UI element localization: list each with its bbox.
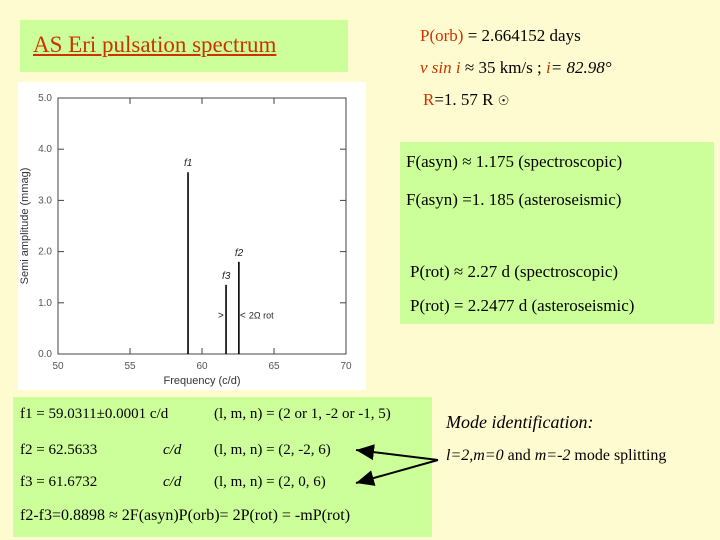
y-tick-label: 5.0 bbox=[38, 93, 52, 104]
y-tick-label: 4.0 bbox=[38, 144, 52, 156]
frequency-relation: f2-f3=0.8898 ≈ 2F(asyn)P(orb)= 2P(rot) = -mP(rot) bbox=[20, 507, 351, 524]
mode-identification-result: l=2,m=0 and m=-2 mode splitting bbox=[446, 447, 667, 464]
sun-symbol: ☉ bbox=[497, 93, 510, 108]
x-tick-label: 55 bbox=[124, 361, 136, 372]
y-tick-label: 0.0 bbox=[38, 349, 52, 360]
arrow-to-f2 bbox=[356, 450, 438, 460]
y-tick-label: 1.0 bbox=[38, 297, 52, 309]
x-tick-label: 50 bbox=[52, 361, 64, 372]
x-axis-label: Frequency (c/d) bbox=[163, 375, 241, 387]
y-tick-label: 3.0 bbox=[38, 195, 52, 207]
f2-modes: (l, m, n) = (2, -2, 6) bbox=[214, 442, 331, 458]
f3-value: f3 = 61.6732 bbox=[20, 474, 98, 490]
radius: R=1. 57 R ☉ bbox=[423, 90, 510, 109]
splitting-bracket-left: > bbox=[218, 310, 224, 322]
orbital-period: P(orb) = 2.664152 days bbox=[420, 26, 581, 45]
f3-modes: (l, m, n) = (2, 0, 6) bbox=[214, 474, 326, 490]
f1-modes: (l, m, n) = (2 or 1, -2 or -1, 5) bbox=[214, 406, 391, 422]
f1-value: f1 = 59.0311±0.0001 c/d bbox=[20, 406, 169, 422]
peak-label-f2: f2 bbox=[234, 247, 244, 259]
mode-identification-heading: Mode identification: bbox=[446, 412, 594, 432]
fasyn-asteroseismic: F(asyn) =1. 185 (asteroseismic) bbox=[406, 190, 622, 209]
f2-unit: c/d bbox=[163, 442, 182, 458]
prot-asteroseismic: P(rot) = 2.2477 d (asteroseismic) bbox=[410, 296, 635, 315]
f2-value: f2 = 62.5633 bbox=[20, 442, 98, 458]
prot-spectroscopic: P(rot) ≈ 2.27 d (spectroscopic) bbox=[410, 262, 619, 281]
vsini-inclination: v sin i ≈ 35 km/s ; i= 82.98° bbox=[420, 58, 612, 77]
x-tick-label: 70 bbox=[340, 361, 352, 372]
y-tick-label: 2.0 bbox=[38, 246, 52, 258]
x-tick-label: 65 bbox=[268, 361, 280, 372]
arrow-to-f3 bbox=[356, 460, 438, 483]
peak-label-f1: f1 bbox=[184, 158, 193, 170]
y-axis-label: Semi amplitude (mmag) bbox=[19, 167, 31, 285]
splitting-annotation: 2Ω rot bbox=[248, 310, 274, 321]
x-tick-label: 60 bbox=[196, 361, 208, 372]
slide-title: AS Eri pulsation spectrum bbox=[33, 32, 277, 57]
f3-unit: c/d bbox=[163, 474, 182, 490]
splitting-bracket-right: < bbox=[239, 310, 246, 322]
fasyn-spectroscopic: F(asyn) ≈ 1.175 (spectroscopic) bbox=[406, 152, 623, 171]
peak-label-f3: f3 bbox=[222, 270, 231, 282]
